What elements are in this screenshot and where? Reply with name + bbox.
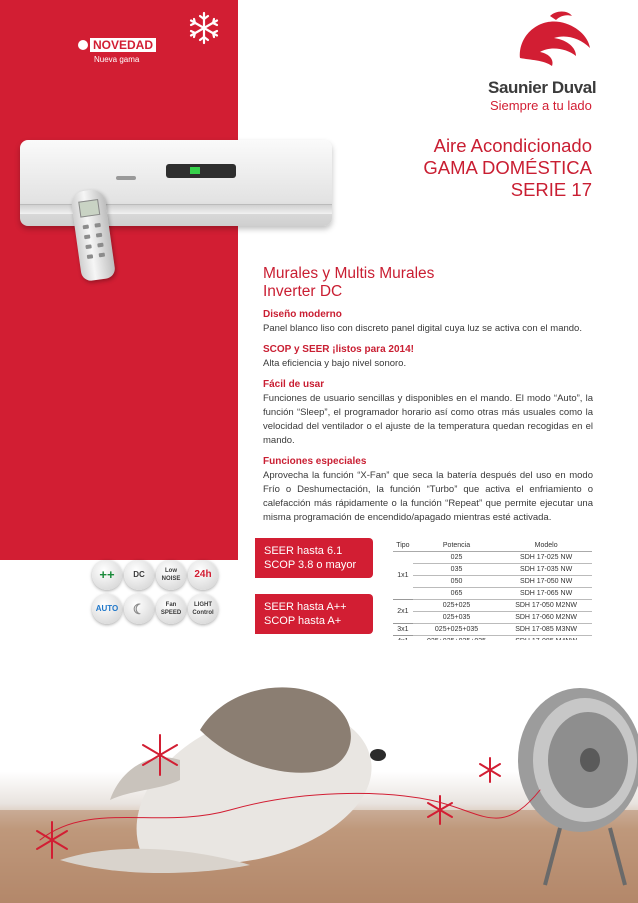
feature-title: Fácil de usar: [263, 379, 325, 390]
badge-subtitle: Nueva gama: [94, 55, 140, 64]
red-side-band: [0, 0, 238, 560]
modelo-cell: SDH 17-025 NW: [500, 552, 592, 564]
product-title-block: [423, 135, 592, 201]
brand-tagline: Siempre a tu lado: [490, 98, 592, 113]
seer-line: SEER hasta 6.1: [264, 545, 343, 557]
modelo-cell: SDH 17-050 M2NW: [500, 600, 592, 612]
table-header-row: [393, 540, 592, 552]
unit-display: [166, 164, 236, 178]
dog-and-fan-photo: [0, 640, 638, 903]
table-row: [393, 624, 592, 636]
brand-logo: [488, 8, 608, 118]
table-row: [393, 576, 592, 588]
feature-text: Alta eficiencia y bajo nivel sonoro.: [263, 358, 407, 369]
scop-line: SCOP 3.8 o mayor: [264, 559, 357, 571]
remote-button: [87, 254, 93, 259]
scop-line: SCOP hasta A+: [264, 615, 342, 627]
remote-screen: [78, 199, 100, 218]
remote-button: [99, 253, 105, 258]
air-conditioner-image: [20, 140, 332, 226]
potencia-cell: 025+025: [413, 600, 500, 612]
remote-button: [97, 243, 103, 248]
dog-fan-illustration: [0, 640, 638, 903]
feature-title: Diseño moderno: [263, 309, 342, 320]
unit-vent: [20, 204, 332, 214]
potencia-cell: 025+035: [413, 612, 500, 624]
table-row: [393, 600, 592, 612]
brand-bird-icon: [510, 8, 600, 74]
column-header: Modelo: [500, 540, 592, 552]
table-row: [393, 564, 592, 576]
low-noise-icon: Low NOISE: [156, 560, 186, 590]
feature-title: Funciones especiales: [263, 456, 367, 467]
unit-logo: [116, 176, 136, 180]
modelo-cell: SDH 17-060 M2NW: [500, 612, 592, 624]
feature-icons: [92, 560, 232, 630]
potencia-cell: 065: [413, 588, 500, 600]
tipo-cell: 2x1: [393, 600, 413, 624]
table-row: [393, 552, 592, 564]
modelo-cell: SDH 17-035 NW: [500, 564, 592, 576]
seer-box: [255, 538, 373, 578]
title-line: GAMA DOMÉSTICA: [423, 157, 592, 178]
description-content: [263, 265, 593, 525]
column-header: Tipo: [393, 540, 413, 552]
badge-label: NOVEDAD: [90, 38, 156, 52]
feature-text: Aprovecha la función “X-Fan” que seca la batería después del uso en modo Frío o Deshumectación, la función “Turbo” que activa el enfriamiento o calefacción más rápidamente o la función “Repeat” que permite ejecutar una misma programación de encendido/apagado mientras esté activada.: [263, 470, 593, 523]
potencia-cell: 050: [413, 576, 500, 588]
auto-mode-icon: AUTO: [92, 594, 122, 624]
novedad-badge: [78, 38, 156, 52]
feature-text: Panel blanco liso con discreto panel digital cuya luz se activa con el mando.: [263, 323, 582, 334]
potencia-cell: 025: [413, 552, 500, 564]
remote-button: [85, 244, 91, 249]
remote-button: [83, 225, 89, 230]
seer-line: SEER hasta A++: [264, 601, 347, 613]
table-row: [393, 588, 592, 600]
modelo-cell: SDH 17-065 NW: [500, 588, 592, 600]
potencia-cell: 025+025+035: [413, 624, 500, 636]
title-line: SERIE 17: [510, 179, 592, 200]
section-heading: Murales y Multis Murales: [263, 265, 435, 282]
remote-button: [94, 223, 100, 228]
tipo-cell: 1x1: [393, 552, 413, 600]
feature-text: Funciones de usuario sencillas y disponibles en el mando. El modo “Auto”, la función “Sleep”, el programador horario así como otras más usuales como la velocidad del ventilador o el ajuste de la temperatura quedan recogidas en el mando.: [263, 393, 593, 446]
snowflake-icon: [186, 10, 222, 46]
model-table: [393, 540, 592, 648]
remote-button: [84, 234, 90, 239]
seer-box: [255, 594, 373, 634]
remote-button: [96, 233, 102, 238]
column-header: Potencia: [413, 540, 500, 552]
timer-24h-icon: 24h: [188, 560, 218, 590]
tipo-cell: 3x1: [393, 624, 413, 636]
modelo-cell: SDH 17-050 NW: [500, 576, 592, 588]
title-line: Aire Acondicionado: [433, 135, 592, 156]
table-row: [393, 612, 592, 624]
modelo-cell: SDH 17-085 M3NW: [500, 624, 592, 636]
sleep-mode-icon: ☾: [124, 594, 154, 624]
snowflake-tab: [182, 0, 226, 50]
dc-inverter-icon: DC: [124, 560, 154, 590]
feature-title: SCOP y SEER ¡listos para 2014!: [263, 344, 414, 355]
fan-speed-icon: Fan SPEED: [156, 594, 186, 624]
badge-dot: [78, 40, 88, 50]
brand-name: Saunier Duval: [488, 78, 597, 97]
light-control-icon: LIGHT Control: [188, 594, 218, 624]
potencia-cell: 035: [413, 564, 500, 576]
energy-class-icon: ++: [92, 560, 122, 590]
section-subheading: Inverter DC: [263, 283, 343, 300]
